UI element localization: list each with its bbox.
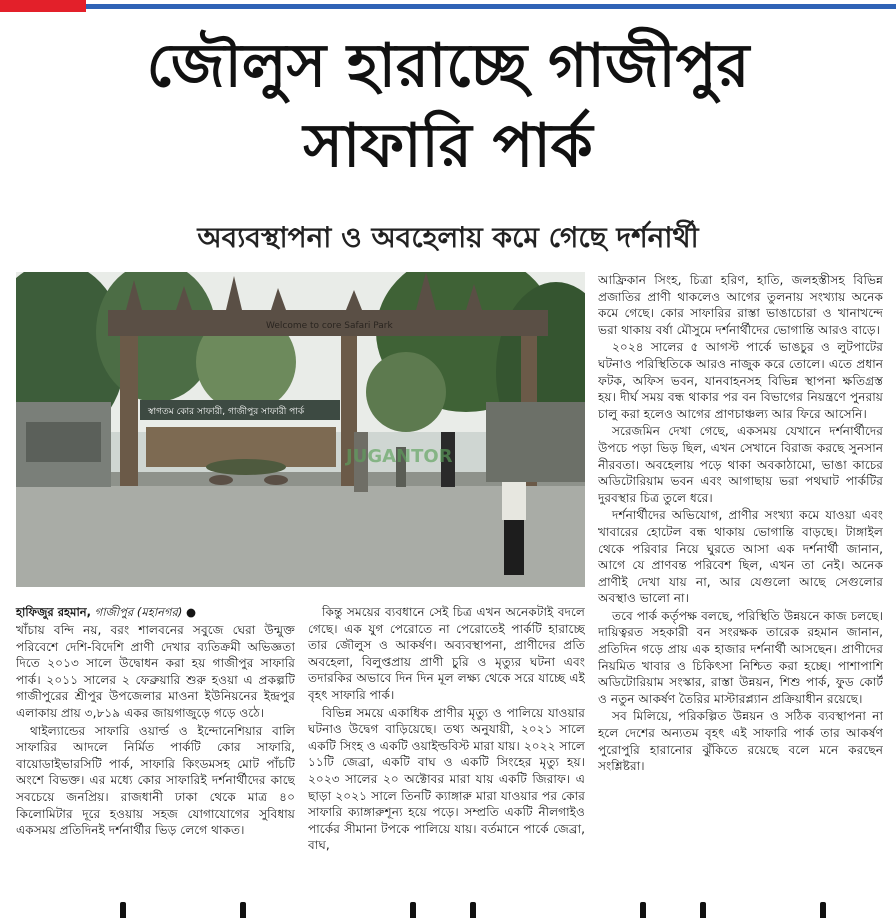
next-article-cutoff xyxy=(0,896,896,918)
column3-paragraph: সরেজমিন দেখা গেছে, একসময় যেখানে দর্শনার্থীদের উপচে পড়া ভিড় ছিল, এখন সেখানে বিরাজ করছে সুনসান নীরবতা। অবহেলায় পড়ে থাকা অবকাঠামো, ভাঙা কাচের অডিটোরিয়াম ভবন এবং আগাছায় ভরা পথঘাট পার্কটির দুরবস্থার চিত্র তুলে ধরে। xyxy=(598,424,883,505)
gate-banner-text: স্বাগতম কোর সাফারী, গাজীপুর সাফারী পার্ক xyxy=(148,407,305,417)
column3-paragraph: তবে পার্ক কর্তৃপক্ষ বলছে, পরিস্থিতি উন্নয়নে কাজ চলছে। দায়িত্বরত সহকারী বন সংরক্ষক তারেক রহমান জানান, প্রতিদিন গড়ে প্রায় এক হাজার দর্শনার্থী আসছেন। প্রাণীদের নিয়মিত খাবার ও চিকিৎসা নিশ্চিত করা হচ্ছে। পাশাপাশি অডিটোরিয়াম সংস্কার, রাস্তা উন্নয়ন, শিশু পার্ক, ফুড কোর্ট ও নতুন আকর্ষণ তৈরির মাস্টারপ্ল্যান প্রক্রিয়াধীন রয়েছে। xyxy=(598,608,883,706)
headline xyxy=(0,26,896,186)
column2-paragraph: কিন্তু সময়ের ব্যবধানে সেই চিত্র এখন অনেকটাই বদলে গেছে। এক যুগ পেরোতে না পেরোতেই পার্কটি হারাচ্ছে তার জৌলুস ও আকর্ষণ। অব্যবস্থাপনা, প্রাণীদের প্রতি অবহেলা, বিলুপ্তপ্রায় প্রাণী চুরি ও মৃত্যুর ঘটনা এবং তদারকির অভাবে দিন দিন মূল লক্ষ্য থেকে সরে যাচ্ছে এই বৃহৎ সাফারি পার্ক। xyxy=(308,605,585,702)
column3-paragraph: আফ্রিকান সিংহ, চিত্রা হরিণ, হাতি, জলহস্তীসহ বিভিন্ন প্রজাতির প্রাণী থাকলেও আগের তুলনায় সংখ্যায় অনেক কমে গেছে। কোর সাফারির রাস্তা ভাঙাচোরা ও খানাখন্দে ভরা থাকায় বর্ষা মৌসুমে দর্শনার্থীদের ভোগান্তি আরও বাড়ে। xyxy=(598,273,883,337)
column2-paragraph: বিভিন্ন সময়ে একাধিক প্রাণীর মৃত্যু ও পালিয়ে যাওয়ার ঘটনাও উদ্বেগ বাড়িয়েছে। তথ্য অনুযায়ী, ২০২১ সালে একটি সিংহ ও একটি ওয়াইল্ডবিস্ট মারা যায়। ২০২২ সালে ১১টি জেব্রা, একটি বাঘ ও একটি সিংহের মৃত্যু হয়। ২০২৩ সালের ২০ অক্টোবর মারা যায় একটি জিরাফ। এ ছাড়া ২০২১ সালে তিনটি ক্যাঙ্গারু মারা যাওয়ার পর কোর সাফারি ক্যাঙ্গারুশূন্য হয়ে পড়ে। সম্প্রতি একটি নীলগাইও পার্কের সীমানা টপকে পালিয়ে যায়। বর্তমানে পার্কে জেব্রা, বাঘ, xyxy=(308,705,585,853)
column3-paragraph: সব মিলিয়ে, পরিকল্পিত উন্নয়ন ও সঠিক ব্যবস্থাপনা না হলে দেশের অন্যতম বৃহৎ এই সাফারি পার্ক তার আকর্ষণ পুরোপুরি হারানোর ঝুঁকিতে রয়েছে বলে মনে করছেন সংশ্লিষ্টরা। xyxy=(598,709,883,774)
byline-location: গাজীপুর (মহানগর) xyxy=(94,605,183,619)
byline-author: হাফিজুর রহমান, xyxy=(16,605,92,619)
headline-line-1: জৌলুস হারাচ্ছে গাজীপুর xyxy=(146,31,750,101)
column1-paragraph: খাঁচায় বন্দি নয়, বরং শালবনের সবুজে ঘেরা উন্মুক্ত পরিবেশে দেশি-বিদেশি প্রাণী দেখার ব্যতিক্রমী অভিজ্ঞতা দিতে ২০১৩ সালে উদ্বোধন করা হয় গাজীপুর সাফারি পার্ক। ২০১১ সালের ২ ফেব্রুয়ারি শুরু হওয়া এ প্রকল্পটি গাজীপুরের শ্রীপুর উপজেলার মাওনা ইউনিয়নের ইন্দ্রপুর এলাকায় প্রায় ৩,৮১৯ একর জায়গাজুড়ে গড়ে ওঠে। xyxy=(16,623,295,720)
article-column-1 xyxy=(16,622,295,892)
article-photo xyxy=(16,272,585,587)
top-bar-red-block xyxy=(0,0,86,12)
subheadline: অব্যবস্থাপনা ও অবহেলায় কমে গেছে দর্শনার্থী xyxy=(197,221,699,254)
byline xyxy=(16,604,316,620)
column1-paragraph: থাইল্যান্ডের সাফারি ওয়ার্ল্ড ও ইন্দোনেশিয়ার বালি সাফারির আদলে নির্মিত পার্কটি কোর সাফারি, বায়োডাইভারসিটি পার্ক, সাফারি কিংডমসহ মোট পাঁচটি অংশে বিভক্ত। এর মধ্যে কোর সাফারিই দর্শনার্থীদের কাছে সবচেয়ে জনপ্রিয়। রাজধানী ঢাকা থেকে মাত্র ৪০ কিলোমিটার দূরে হওয়ায় সহজ যোগাযোগের সুবিধায় একসময় প্রতিদিনই দর্শনার্থীর ভিড় লেগে থাকত। xyxy=(16,723,295,838)
photo-watermark: JUGANTOR xyxy=(346,446,453,467)
headline-line-2: সাফারি পার্ক xyxy=(303,111,593,181)
top-color-bar xyxy=(0,0,896,12)
top-bar-blue-line xyxy=(86,4,896,9)
column3-paragraph: ২০২৪ সালের ৫ আগস্ট পার্কে ভাঙচুর ও লুটপাটের ঘটনাও পরিস্থিতিকে আরও নাজুক করে তোলে। এতে প্রধান ফটক, অফিস ভবন, যানবাহনসহ বিভিন্ন স্থাপনা ক্ষতিগ্রস্ত হয়। দীর্ঘ সময় বন্ধ থাকার পর বন বিভাগের নিয়ন্ত্রণে পুনরায় চালু করা হলেও আগের প্রাণচাঞ্চল্য আর ফিরে আসেনি। xyxy=(598,340,883,421)
article-column-2 xyxy=(308,604,585,892)
byline-bullet: ● xyxy=(186,605,197,619)
gate-arch-text: Welcome to core Safari Park xyxy=(266,321,393,331)
column3-paragraph: দর্শনার্থীদের অভিযোগ, প্রাণীর সংখ্যা কমে যাওয়া এবং খাবারের হোটেল বন্ধ থাকায় ভোগান্তি বাড়ছে। টাঙ্গাইল থেকে পরিবার নিয়ে ঘুরতে আসা এক দর্শনার্থী জানান, আগে যে প্রাণবন্ত পরিবেশ ছিল, এখন তা নেই। অনেক প্রাণীই দেখা যায় না, আর যেগুলো আছে সেগুলোর অবস্থাও ভালো না। xyxy=(598,508,883,606)
article-column-3 xyxy=(598,272,883,892)
